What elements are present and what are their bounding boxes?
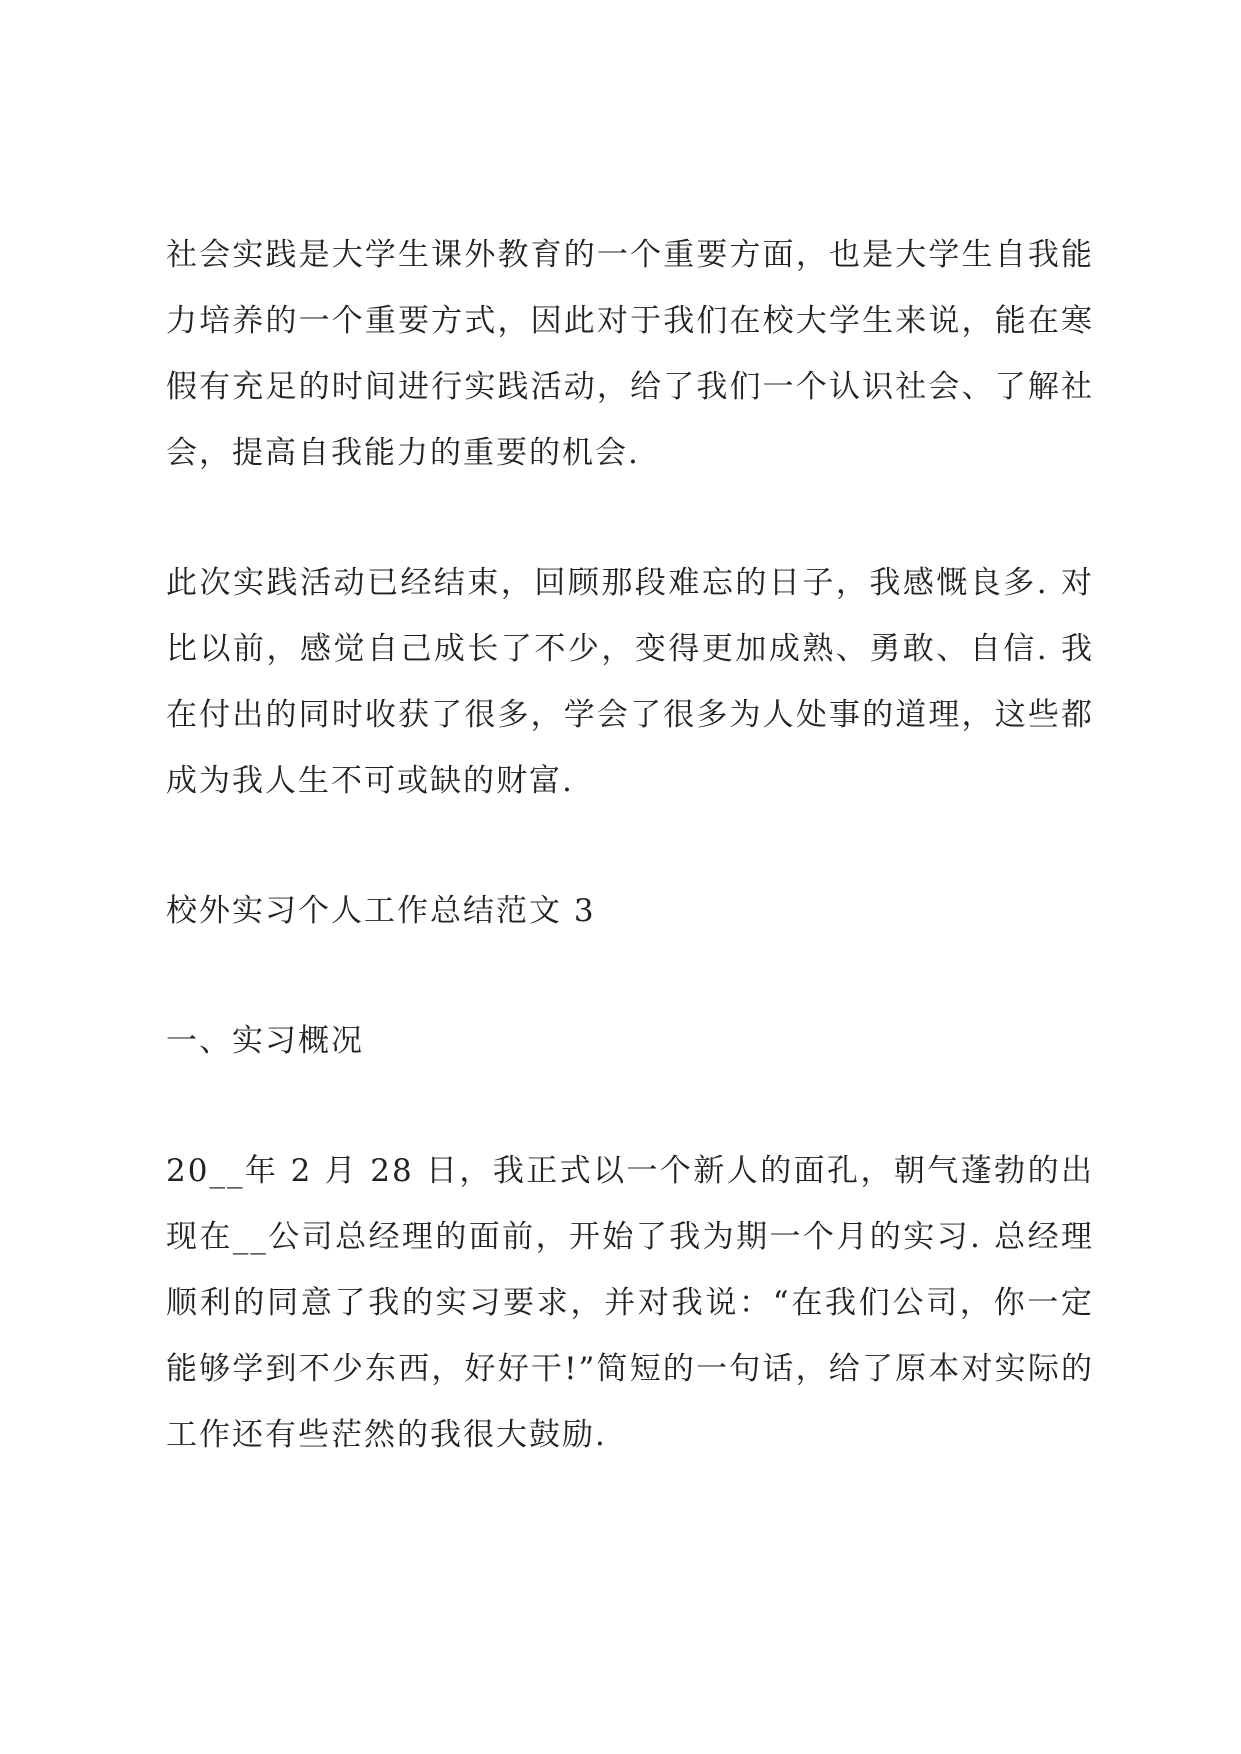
section-heading-overview: 一、实习概况 bbox=[166, 1023, 364, 1059]
section-title: 校外实习个人工作总结范文 3 bbox=[166, 893, 596, 929]
paragraph-internship-start: 20__年 2 月 28 日，我正式以一个新人的面孔，朝气蓬勃的出现在__公司总经理的面前，开始了我为期一个月的实习. 总经理顺利的同意了我的实习要求，并对我说：“在我们公司，你一定能够学到不少东西，好好干!”简短的一句话，给了原本对实际的工作还有些茫然的我很大鼓励. bbox=[166, 1153, 1094, 1453]
paragraph-reflection: 此次实践活动已经结束，回顾那段难忘的日子，我感慨良多. 对比以前，感觉自己成长了不少，变得更加成熟、勇敢、自信. 我在付出的同时收获了很多，学会了很多为人处事的道理，这些都成为我人生不可或缺的财富. bbox=[166, 565, 1094, 799]
document-body bbox=[166, 222, 1094, 1468]
paragraph-social-practice: 社会实践是大学生课外教育的一个重要方面，也是大学生自我能力培养的一个重要方式，因此对于我们在校大学生来说，能在寒假有充足的时间进行实践活动，给了我们一个认识社会、了解社会，提高自我能力的重要的机会. bbox=[166, 237, 1094, 471]
